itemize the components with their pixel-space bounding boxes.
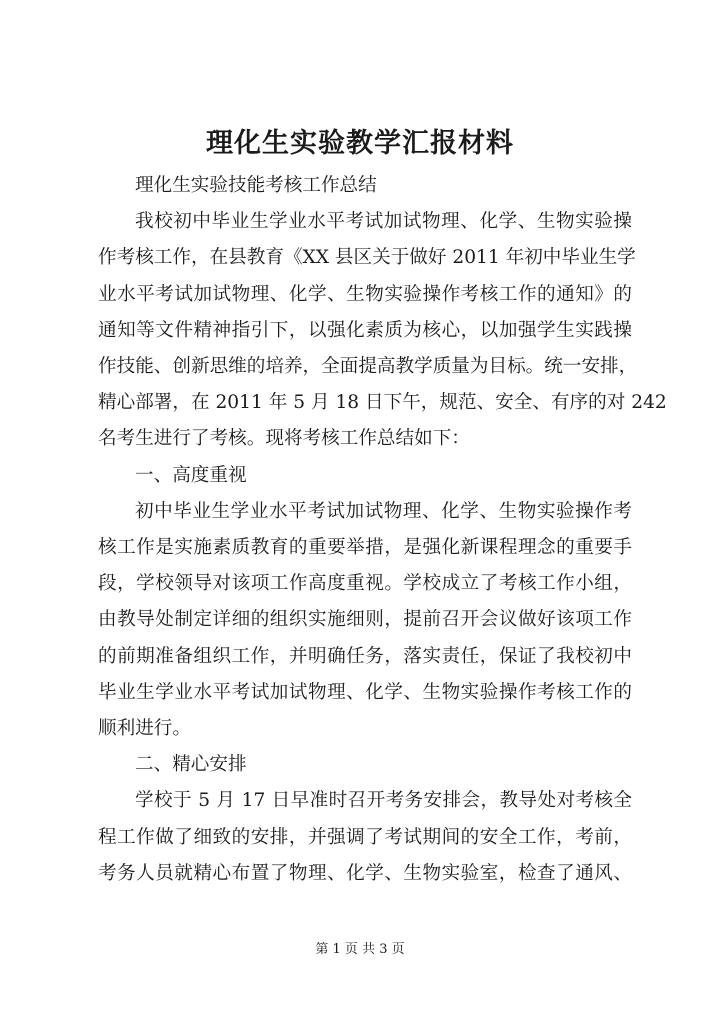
paragraph-line: 作考核工作，在县教育《XX 县区关于做好 2011 年初中毕业生学 [98, 247, 636, 269]
paragraph-line: 初中毕业生学业水平考试加试物理、化学、生物实验操作考 [135, 500, 632, 522]
document-title: 理化生实验教学汇报材料 [206, 128, 514, 159]
section-heading: 二、精心安排 [135, 754, 247, 776]
section-heading: 理化生实验技能考核工作总结 [135, 175, 377, 196]
paragraph-line: 业水平考试加试物理、化学、生物实验操作考核工作的通知》的 [98, 283, 632, 305]
paragraph-line: 我校初中毕业生学业水平考试加试物理、化学、生物实验操 [135, 211, 632, 233]
paragraph-line: 顺利进行。 [98, 718, 191, 740]
paragraph-line: 毕业生学业水平考试加试物理、化学、生物实验操作考核工作的 [98, 681, 632, 703]
paragraph-line: 核工作是实施素质教育的重要举措，是强化新课程理念的重要手 [98, 537, 632, 559]
paragraph-line: 由教导处制定详细的组织实施细则，提前召开会议做好该项工作 [98, 609, 632, 631]
paragraph-line: 作技能、创新思维的培养，全面提高教学质量为目标。统一安排， [98, 356, 638, 378]
paragraph-line: 学校于 5 月 17 日早准时召开考务安排会，教导处对考核全 [135, 790, 632, 812]
paragraph-line: 精心部署，在 2011 年 5 月 18 日下午，规范、安全、有序的对 242 [98, 392, 667, 414]
document-body [98, 168, 667, 892]
paragraph-line: 程工作做了细致的安排，并强调了考试期间的安全工作，考前， [98, 826, 632, 848]
page-footer: 第 1 页 共 3 页 [315, 942, 405, 957]
paragraph-line: 通知等文件精神指引下，以强化素质为核心，以加强学生实践操 [98, 319, 632, 341]
paragraph-line: 段，学校领导对该项工作高度重视。学校成立了考核工作小组， [98, 573, 632, 595]
section-heading: 一、高度重视 [135, 464, 247, 486]
paragraph-line: 的前期准备组织工作，并明确任务，落实责任，保证了我校初中 [98, 645, 632, 667]
paragraph-line: 名考生进行了考核。现将考核工作总结如下： [98, 428, 470, 450]
paragraph-line: 考务人员就精心布置了物理、化学、生物实验室，检查了通风、 [98, 862, 632, 884]
